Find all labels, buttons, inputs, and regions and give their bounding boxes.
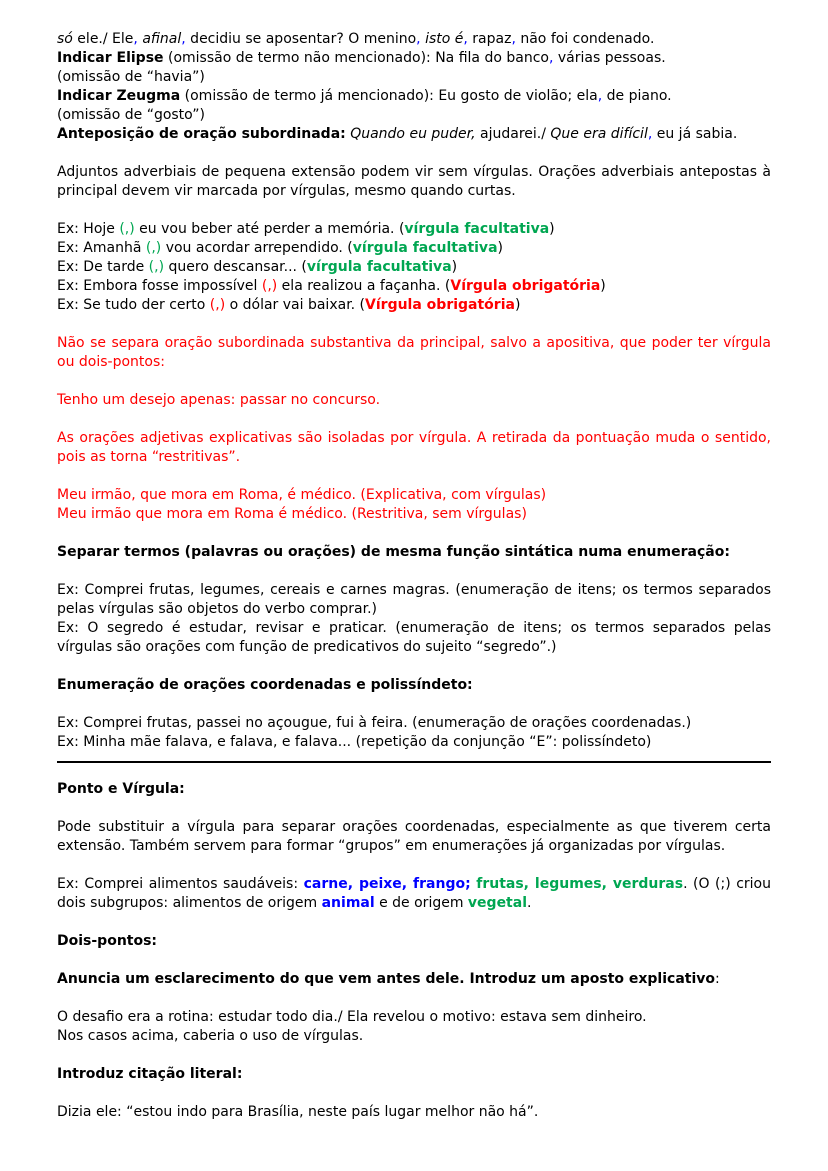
text-segment: afinal — [142, 31, 182, 47]
text-segment: , — [463, 31, 468, 47]
text-segment: não foi condenado. — [515, 31, 655, 47]
text-segment: e de origem — [374, 895, 468, 911]
text-segment: animal — [321, 895, 375, 911]
text-segment: Ex: Minha mãe falava, e falava, e falava... (repetição da conjunção “E”: polissíndeto) — [57, 734, 652, 750]
text-segment: Meu irmão que mora em Roma é médico. (Restritiva, sem vírgulas) — [57, 506, 527, 522]
text-segment: Meu irmão, que mora em Roma, é médico. (Explicativa, com vírgulas) — [57, 487, 547, 503]
text-segment: Que era difícil — [550, 126, 648, 142]
text-segment: Pode substituir a vírgula para separar orações coordenadas, especialmente as que tiverem certa extensão. Também servem para formar “grupos” em enumerações já organizadas por vírgulas. — [57, 819, 771, 854]
text-segment: Nos casos acima, caberia o uso de vírgulas. — [57, 1028, 364, 1044]
text-segment: carne, peixe, frango; — [303, 876, 471, 892]
text-segment: (,) — [148, 259, 165, 275]
text-segment: (omissão de “havia”) — [57, 69, 205, 85]
section-heading — [57, 676, 771, 695]
text-segment: Indicar Zeugma — [57, 88, 181, 104]
text-segment: decidiu se aposentar? O menino — [185, 31, 417, 47]
text-segment: ) — [514, 297, 521, 313]
text-segment: várias pessoas. — [553, 50, 666, 66]
text-segment: vírgula facultativa — [404, 221, 550, 237]
text-segment: isto é — [425, 31, 464, 47]
paragraph — [57, 1103, 771, 1122]
text-segment: quero descansar... ( — [164, 259, 307, 275]
text-segment: (,) — [261, 278, 278, 294]
section-divider — [57, 761, 771, 763]
text-segment: , — [133, 31, 138, 47]
text-segment: Anuncia um esclarecimento do que vem antes dele. Introduz um aposto explicativo — [57, 971, 716, 987]
section-heading — [57, 970, 771, 989]
paragraph — [57, 818, 771, 856]
text-segment: Vírgula obrigatória — [365, 297, 515, 313]
text-segment: ) — [451, 259, 458, 275]
text-segment: só — [57, 31, 73, 47]
text-segment: ) — [497, 240, 503, 256]
text-segment: Tenho um desejo apenas: passar no concurso. — [57, 392, 381, 408]
text-segment: Anteposição de oração subordinada: — [57, 126, 346, 142]
text-segment: (,) — [145, 240, 162, 256]
paragraph — [57, 486, 771, 524]
text-segment: Adjuntos adverbiais de pequena extensão podem vir sem vírgulas. Orações adverbiais antepostas à principal devem vir marcada por vírgulas, mesmo quando curtas. — [57, 164, 771, 199]
paragraph — [57, 714, 771, 752]
paragraph — [57, 49, 771, 87]
text-segment: As orações adjetivas explicativas são isoladas por vírgula. A retirada da pontuação muda o sentido, pois as torna “restritivas”. — [57, 430, 771, 465]
text-segment: Ex: Hoje — [57, 221, 120, 237]
paragraph — [57, 875, 771, 913]
text-segment: Dois-pontos: — [57, 933, 158, 949]
text-segment: ajudarei./ — [475, 126, 551, 142]
paragraph — [57, 125, 771, 144]
text-segment: Dizia ele: “estou indo para Brasília, neste país lugar melhor não há”. — [57, 1104, 539, 1120]
text-segment: frutas, legumes, verduras — [476, 876, 684, 892]
text-segment: Ex: Comprei frutas, legumes, cereais e carnes magras. (enumeração de itens; os termos separados pelas vírgulas são objetos do verbo comprar.) — [57, 582, 771, 617]
section-heading — [57, 780, 771, 799]
text-segment: (omissão de “gosto”) — [57, 107, 205, 123]
text-segment: (,) — [119, 221, 135, 237]
paragraph — [57, 391, 771, 410]
paragraph — [57, 1008, 771, 1046]
text-segment: vegetal — [467, 895, 527, 911]
text-segment: Ex: Se tudo der certo — [57, 297, 210, 313]
text-segment: ) — [600, 278, 606, 294]
text-segment: Ex: De tarde — [57, 259, 149, 275]
document-content — [57, 30, 771, 1122]
text-segment: , — [416, 31, 421, 47]
text-segment: : — [715, 971, 720, 987]
text-segment: , — [597, 88, 603, 104]
section-heading — [57, 1065, 771, 1084]
text-segment: , — [511, 31, 516, 47]
text-segment: , — [647, 126, 653, 142]
text-segment: (omissão de termo não mencionado): Na fila do banco — [163, 50, 549, 66]
text-segment: (,) — [209, 297, 226, 313]
text-segment: O desafio era a rotina: estudar todo dia./ Ela revelou o motivo: estava sem dinheiro. — [57, 1009, 647, 1025]
paragraph — [57, 429, 771, 467]
paragraph — [57, 30, 771, 49]
text-segment: eu vou beber até perder a memória. ( — [134, 221, 405, 237]
text-segment: . (O (;) criou dois subgrupos: alimentos de origem — [57, 876, 771, 911]
text-segment: eu já sabia. — [652, 126, 738, 142]
text-segment: Ponto e Vírgula: — [57, 781, 185, 797]
text-segment: Ex: Embora fosse impossível — [57, 278, 262, 294]
example-list — [57, 220, 771, 315]
text-segment: Ex: Amanhã — [57, 240, 146, 256]
text-segment: Não se separa oração subordinada substantiva da principal, salvo a apositiva, que poder ter vírgula ou dois-pontos: — [57, 335, 771, 370]
text-segment: vírgula facultativa — [352, 240, 498, 256]
text-segment: Indicar Elipse — [57, 50, 164, 66]
paragraph — [57, 334, 771, 372]
text-segment: ) — [549, 221, 555, 237]
paragraph — [57, 581, 771, 657]
text-segment: Enumeração de orações coordenadas e polissíndeto: — [57, 677, 473, 693]
text-segment: Ex: Comprei alimentos saudáveis: — [57, 876, 304, 892]
text-segment: vou acordar arrependido. ( — [161, 240, 353, 256]
text-segment: vírgula facultativa — [306, 259, 452, 275]
text-segment: Ex: Comprei frutas, passei no açougue, fui à feira. (enumeração de orações coordenadas.) — [57, 715, 692, 731]
text-segment: (omissão de termo já mencionado): Eu gosto de violão; ela — [180, 88, 598, 104]
text-segment: Separar termos (palavras ou orações) de mesma função sintática numa enumeração: — [57, 544, 730, 560]
text-segment: . — [527, 895, 532, 911]
section-heading — [57, 932, 771, 951]
text-segment: , — [548, 50, 554, 66]
text-segment: , — [181, 31, 186, 47]
text-segment: Ex: O segredo é estudar, revisar e praticar. (enumeração de itens; os termos separados pelas vírgulas são orações com função de predicativos do sujeito “segredo”.) — [57, 620, 771, 655]
text-segment: rapaz — [467, 31, 512, 47]
text-segment: Vírgula obrigatória — [450, 278, 601, 294]
text-segment: o dólar vai baixar. ( — [225, 297, 366, 313]
text-segment: ele./ Ele — [72, 31, 134, 47]
section-heading — [57, 543, 771, 562]
text-segment: Introduz citação literal: — [57, 1066, 243, 1082]
paragraph — [57, 163, 771, 201]
text-segment: ela realizou a façanha. ( — [277, 278, 451, 294]
text-segment: Quando eu puder, — [350, 126, 476, 142]
paragraph — [57, 87, 771, 125]
text-segment: de piano. — [602, 88, 672, 104]
